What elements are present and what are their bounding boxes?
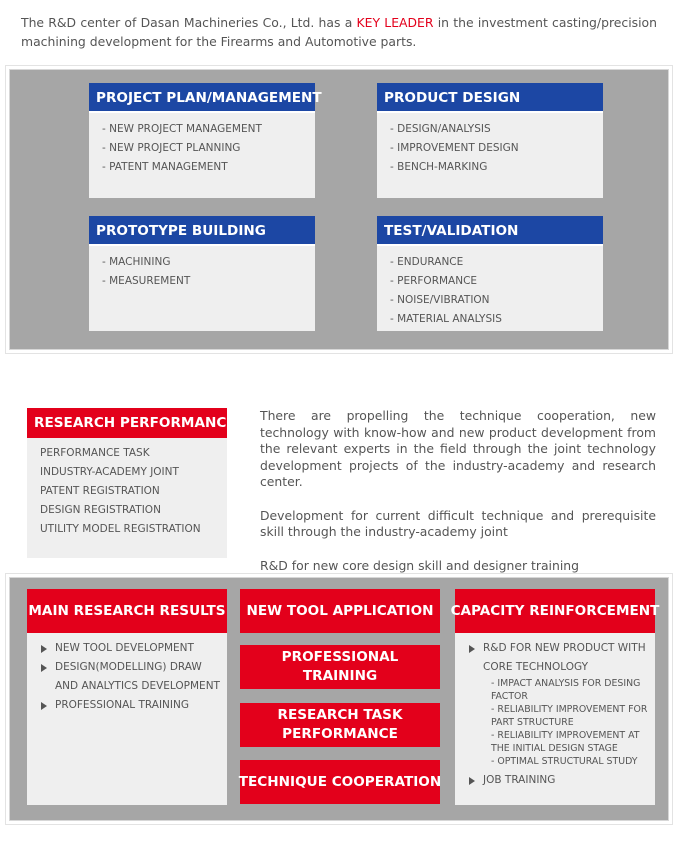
professional-training-box: PROFESSIONAL TRAINING: [240, 645, 440, 689]
list-item: PERFORMANCE TASK: [40, 447, 150, 459]
card-title: TEST/VALIDATION: [377, 216, 603, 246]
list-item: - PATENT MANAGEMENT: [102, 161, 228, 173]
sub-list-item: - OPTIMAL STRUCTURAL STUDY: [491, 756, 638, 767]
list-item-label: R&D FOR NEW PRODUCT WITH CORE TECHNOLOGY: [483, 642, 646, 673]
research-description: [260, 408, 656, 591]
arrow-bullet-icon: [469, 645, 475, 653]
arrow-bullet-icon: [41, 702, 47, 710]
list-item: - DESIGN/ANALYSIS: [390, 123, 491, 135]
list-item: - NEW PROJECT MANAGEMENT: [102, 123, 262, 135]
description-paragraph: R&D for new core design skill and designer training: [260, 557, 580, 573]
list-item: - NEW PROJECT PLANNING: [102, 142, 241, 154]
description-paragraph: Development for current difficult technique and prerequisite skill through the industry-academy joint: [260, 507, 656, 539]
capacity-list: [455, 633, 655, 790]
list-item: [41, 658, 227, 696]
list-item-label: JOB TRAINING: [483, 774, 556, 786]
main-results-list: [27, 633, 227, 715]
list-item: - NOISE/VIBRATION: [390, 294, 490, 306]
sub-list-item: - RELIABILITY IMPROVEMENT AT THE INITIAL DESIGN STAGE: [491, 730, 640, 754]
list-item: [469, 639, 655, 771]
list-item: [41, 639, 227, 658]
research-task-performance-box: RESEARCH TASK PERFORMANCE: [240, 703, 440, 747]
intro-text-after: in the investment casting/precision machining development for the Firearms and Automotive parts.: [21, 15, 657, 49]
list-item: - MEASUREMENT: [102, 275, 191, 287]
key-leader-highlight: KEY LEADER: [356, 15, 434, 30]
list-item: - BENCH-MARKING: [390, 161, 488, 173]
capacity-reinforcement-title: CAPACITY REINFORCEMENT: [455, 589, 655, 633]
card-product-design: [377, 83, 603, 198]
capacity-reinforcement-box: [455, 633, 655, 805]
list-item-label: DESIGN(MODELLING) DRAW AND ANALYTICS DEVELOPMENT: [55, 661, 220, 692]
card-title: PROJECT PLAN/MANAGEMENT: [89, 83, 315, 113]
arrow-bullet-icon: [469, 777, 475, 785]
card-prototype-building: [89, 216, 315, 331]
intro-paragraph: [21, 13, 657, 51]
intro-text-before: The R&D center of Dasan Machineries Co., Ltd. has a: [21, 15, 357, 30]
card-list: [377, 246, 603, 329]
list-item: PATENT REGISTRATION: [40, 485, 160, 497]
list-item-label: PROFESSIONAL TRAINING: [55, 699, 189, 711]
list-item: - ENDURANCE: [390, 256, 464, 268]
capacity-sublist: [483, 677, 655, 771]
list-item: [469, 771, 655, 790]
list-item: - MACHINING: [102, 256, 171, 268]
description-paragraph: There are propelling the technique cooperation, new technology with know-how and new product development from the relevant experts in the field through the joint technology development projects of the industry-academy and research center.: [260, 408, 656, 489]
card-title: PROTOTYPE BUILDING: [89, 216, 315, 246]
sub-list-item: - IMPACT ANALYSIS FOR DESING FACTOR: [491, 678, 641, 702]
main-research-results-title: MAIN RESEARCH RESULTS: [27, 589, 227, 633]
research-performance-box: [27, 408, 236, 558]
list-item: INDUSTRY-ACADEMY JOINT: [40, 466, 179, 478]
research-performance-list: [27, 438, 227, 539]
sub-list-item: - RELIABILITY IMPROVEMENT FOR PART STRUCTURE: [491, 704, 648, 728]
list-item: - MATERIAL ANALYSIS: [390, 313, 502, 325]
arrow-bullet-icon: [41, 645, 47, 653]
arrow-bullet-icon: [41, 664, 47, 672]
list-item: DESIGN REGISTRATION: [40, 504, 161, 516]
research-performance-title: RESEARCH PERFORMANCE: [27, 408, 227, 438]
card-list: [89, 113, 315, 177]
list-item: - IMPROVEMENT DESIGN: [390, 142, 519, 154]
card-project-plan: [89, 83, 322, 198]
card-list: [377, 113, 603, 177]
main-research-results-box: [27, 633, 227, 805]
card-test-validation: [377, 216, 603, 331]
list-item-label: NEW TOOL DEVELOPMENT: [55, 642, 194, 654]
card-list: [89, 246, 315, 291]
list-item: UTILITY MODEL REGISTRATION: [40, 523, 201, 535]
new-tool-application-box: NEW TOOL APPLICATION: [240, 589, 440, 633]
list-item: - PERFORMANCE: [390, 275, 478, 287]
card-title: PRODUCT DESIGN: [377, 83, 603, 113]
list-item: [41, 696, 227, 715]
technique-cooperation-box: TECHNIQUE COOPERATION: [240, 760, 440, 804]
